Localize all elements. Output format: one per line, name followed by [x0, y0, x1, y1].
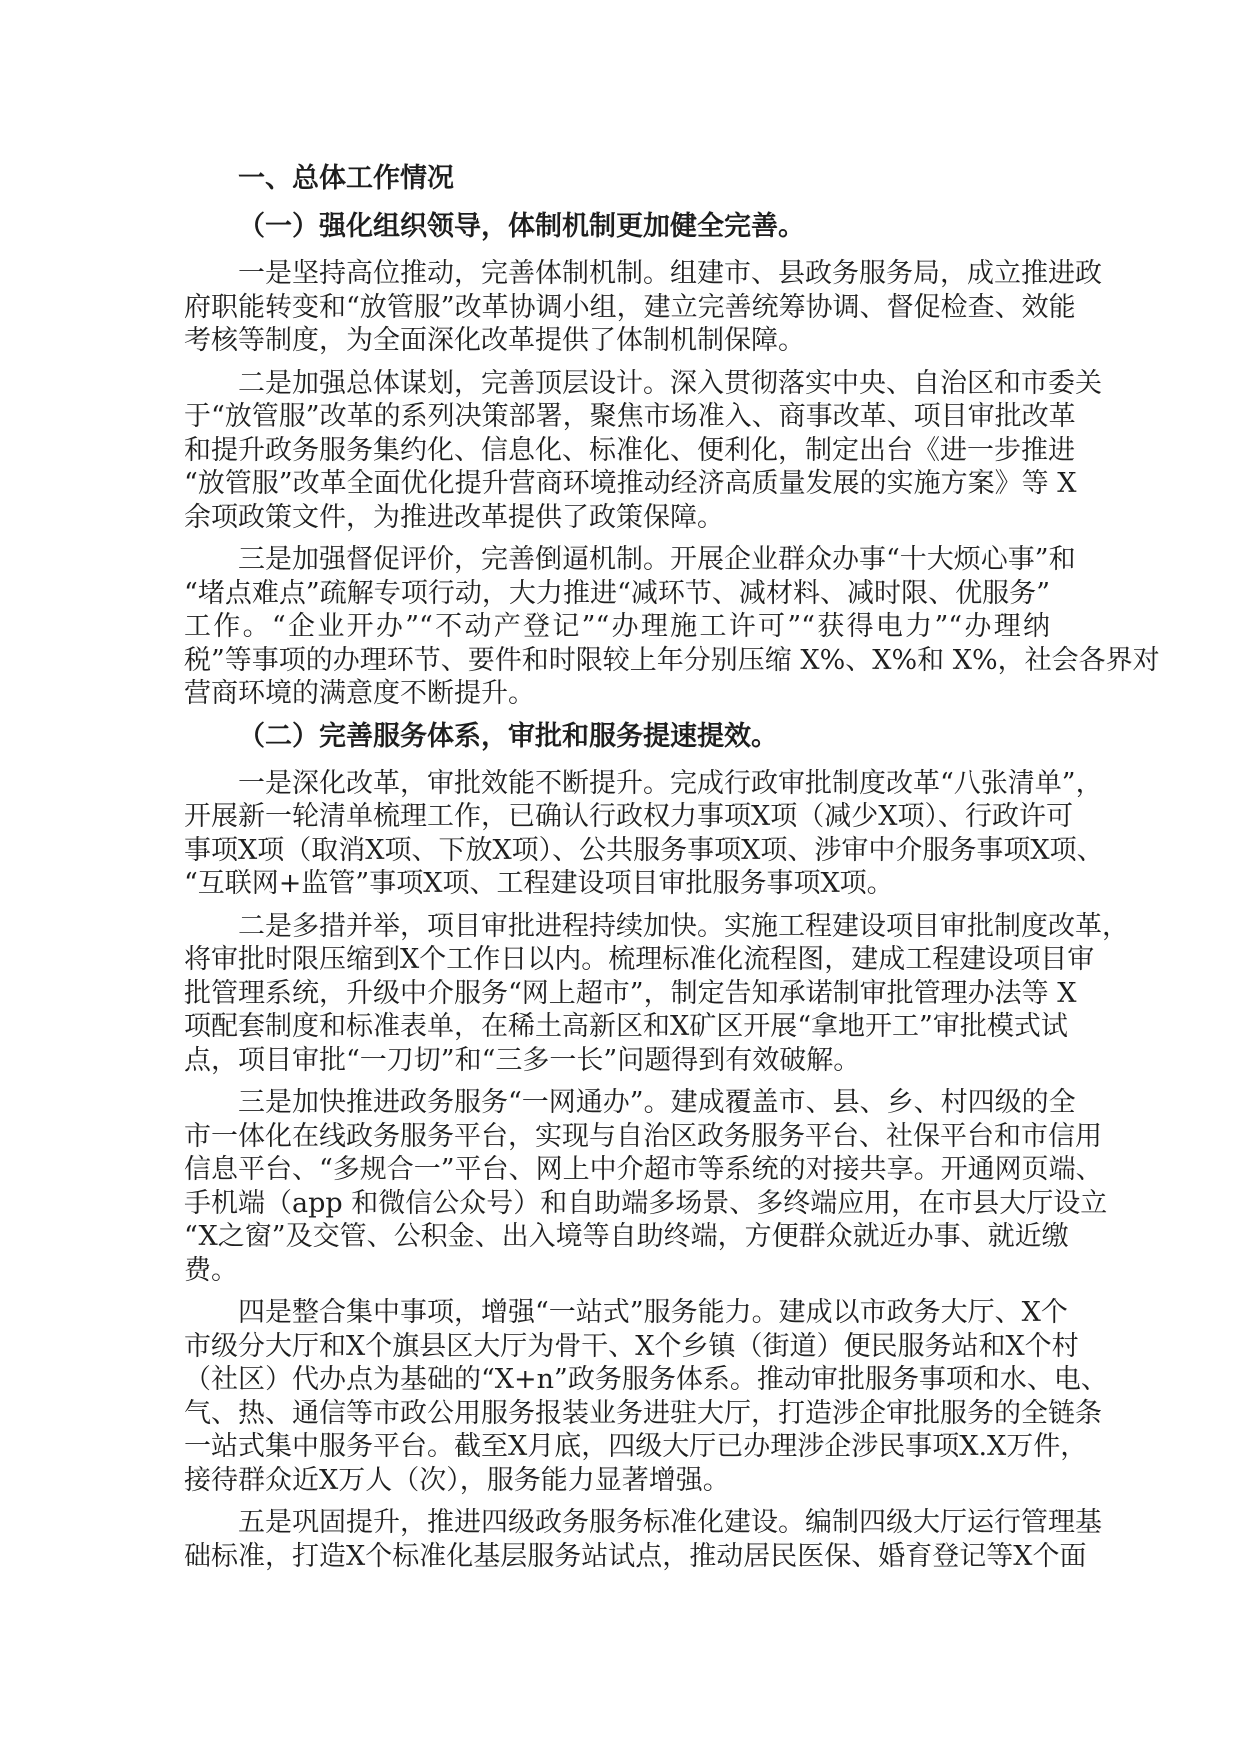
paragraph-line: 二是加强总体谋划，完善顶层设计。深入贯彻落实中央、自治区和市委关 — [238, 367, 1102, 399]
paragraph-line: 市一体化在线政务服务平台，实现与自治区政务服务平台、社保平台和市信用 — [184, 1120, 1102, 1152]
paragraph-line: 余项政策文件，为推进改革提供了政策保障。 — [184, 501, 724, 533]
heading-text: 一、总体工作情况 — [238, 163, 454, 194]
paragraph-line: “互联网+监管”事项X项、工程建设项目审批服务事项X项。 — [184, 868, 894, 899]
paragraph — [184, 767, 1104, 901]
paragraph-line: 费。 — [184, 1254, 238, 1286]
paragraph-line: 三是加强督促评价，完善倒逼机制。开展企业群众办事“十大烦心事”和 — [238, 544, 1076, 575]
paragraph-line: 营商环境的满意度不断提升。 — [184, 678, 535, 709]
paragraph-line: 五是巩固提升，推进四级政务服务标准化建设。编制四级大厅运行管理基 — [238, 1507, 1102, 1538]
paragraph-line: 批管理系统，升级中介服务“网上超市”，制定告知承诺制审批管理办法等 X — [184, 977, 1077, 1009]
subheading-service-system — [184, 720, 1050, 754]
paragraph-line: 础标准，打造X个标准化基层服务站试点，推动居民医保、婚育登记等X个面 — [184, 1540, 1087, 1572]
paragraph-line: 工作。“企业开办”“不动产登记”“办理施工许可”“获得电力”“办理纳 — [184, 611, 1050, 642]
paragraph-line: 项配套制度和标准表单，在稀土高新区和X矿区开展“拿地开工”审批模式试 — [184, 1011, 1068, 1042]
paragraph-line: “堵点难点”疏解专项行动，大力推进“减环节、减材料、减时限、优服务” — [184, 577, 1050, 609]
paragraph-line: 市级分大厅和X个旗县区大厅为骨干、X个乡镇（街道）便民服务站和X个村 — [184, 1330, 1079, 1362]
paragraph — [184, 1296, 1108, 1497]
paragraph-line: 手机端（app 和微信公众号）和自助端多场景、多终端应用，在市县大厅设立 — [184, 1187, 1108, 1219]
paragraph-line: 接待群众近X万人（次），服务能力显著增强。 — [184, 1464, 730, 1496]
paragraph — [184, 543, 1160, 711]
paragraph-line: 和提升政务服务集约化、信息化、标准化、便利化，制定出台《进一步推进 — [184, 434, 1075, 466]
heading-text: （一）强化组织领导，体制机制更加健全完善。 — [238, 211, 805, 242]
paragraph-line: 开展新一轮清单梳理工作，已确认行政权力事项X项（减少X项）、行政许可 — [184, 801, 1073, 832]
paragraph-line: 一是深化改革，审批效能不断提升。完成行政审批制度改革“八张清单”， — [238, 767, 1103, 799]
paragraph-line: 三是加快推进政务服务“一网通办”。建成覆盖市、县、乡、村四级的全 — [238, 1087, 1076, 1118]
paragraph-line: 四是整合集中事项，增强“一站式”服务能力。建成以市政务大厅、X个 — [238, 1297, 1068, 1328]
paragraph-line: 二是多措并举，项目审批进程持续加快。实施工程建设项目审批制度改革， — [238, 910, 1129, 942]
subheading-organization — [184, 210, 1050, 244]
paragraph-line: “放管服”改革全面优化提升营商环境推动经济高质量发展的实施方案》等 X — [184, 468, 1077, 499]
paragraph-line: 一是坚持高位推动，完善体制机制。组建市、县政务服务局，成立推进政 — [238, 258, 1102, 289]
paragraph-line: “X之窗”及交管、公积金、出入境等自助终端，方便群众就近办事、就近缴 — [184, 1221, 1069, 1252]
paragraph — [184, 367, 1102, 535]
heading-text: （二）完善服务体系，审批和服务提速提效。 — [238, 720, 778, 752]
paragraph — [184, 257, 1102, 358]
paragraph-line: （社区）代办点为基础的“X+n”政务服务体系。推动审批服务事项和水、电、 — [184, 1364, 1108, 1395]
paragraph-line: 事项X项（取消X项、下放X项）、公共服务事项X项、涉审中介服务事项X项、 — [184, 834, 1104, 866]
paragraph-line: 府职能转变和“放管服”改革协调小组，建立完善统筹协调、督促检查、效能 — [184, 291, 1076, 323]
paragraph-line: 信息平台、“多规合一”平台、网上中介超市等系统的对接共享。开通网页端、 — [184, 1154, 1103, 1185]
paragraph-line: 点，项目审批“一刀切”和“三多一长”问题得到有效破解。 — [184, 1044, 861, 1076]
paragraph — [184, 1506, 1102, 1573]
paragraph-line: 气、热、通信等市政公用服务报装业务进驻大厅，打造涉企审批服务的全链条 — [184, 1397, 1102, 1429]
paragraph — [184, 1086, 1108, 1287]
paragraph-line: 于“放管服”改革的系列决策部署，聚焦市场准入、商事改革、项目审批改革 — [184, 401, 1076, 432]
section-heading-overall — [184, 162, 1050, 196]
paragraph-line: 将审批时限压缩到X个工作日以内。梳理标准化流程图，建成工程建设项目审 — [184, 944, 1095, 975]
paragraph-line: 考核等制度，为全面深化改革提供了体制机制保障。 — [184, 325, 805, 356]
paragraph-line: 税”等事项的办理环节、要件和时限较上年分别压缩 X%、X%和 X%，社会各界对 — [184, 644, 1160, 676]
paragraph — [184, 910, 1129, 1078]
document-page — [184, 162, 1160, 1573]
paragraph-line: 一站式集中服务平台。截至X月底，四级大厅已办理涉企涉民事项X.X万件， — [184, 1431, 1088, 1462]
